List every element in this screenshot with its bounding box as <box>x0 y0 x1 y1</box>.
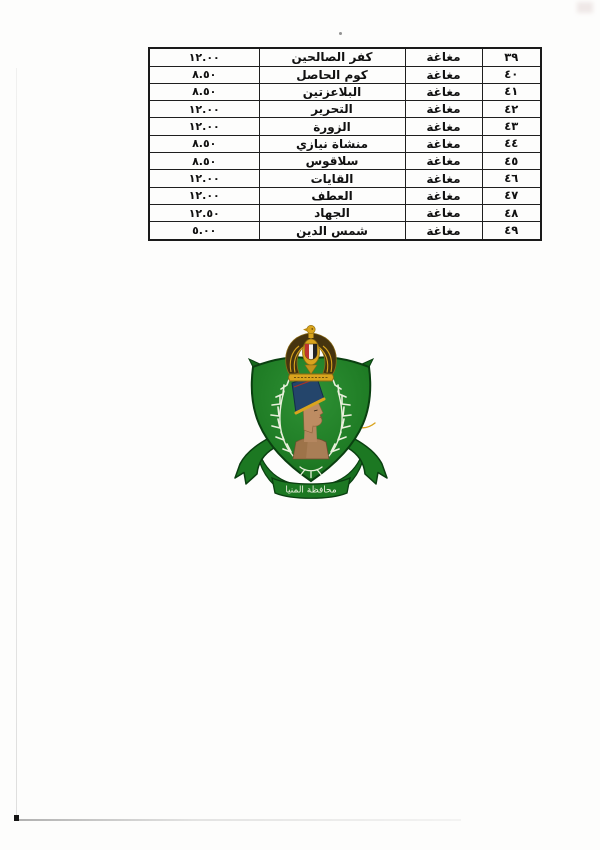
scan-smudge <box>577 2 593 13</box>
cell-no: ٤٩ <box>482 222 541 240</box>
cell-no: ٤٥ <box>482 153 541 170</box>
cell-place: الزورة <box>259 118 405 135</box>
cell-district: مغاغة <box>405 187 482 204</box>
eagle-icon <box>286 325 337 381</box>
cell-district: مغاغة <box>405 170 482 187</box>
cell-no: ٤٠ <box>482 66 541 83</box>
table-row <box>149 222 541 240</box>
cell-place: العطف <box>259 187 405 204</box>
cell-district: مغاغة <box>405 205 482 222</box>
minya-governorate-emblem <box>232 320 390 500</box>
table-row <box>149 187 541 204</box>
cell-place: الجهاد <box>259 205 405 222</box>
cell-no: ٤٨ <box>482 205 541 222</box>
cell-value: ٨.٥٠ <box>149 153 259 170</box>
scan-corner-mark <box>14 815 19 821</box>
cell-value: ١٢.٠٠ <box>149 118 259 135</box>
cell-district: مغاغة <box>405 66 482 83</box>
table-row <box>149 135 541 152</box>
cell-district: مغاغة <box>405 101 482 118</box>
egypt-flag-shield <box>305 344 317 360</box>
cell-value: ٨.٥٠ <box>149 135 259 152</box>
cell-place: القايات <box>259 170 405 187</box>
cell-place: البلاعزتين <box>259 83 405 100</box>
cell-no: ٤٧ <box>482 187 541 204</box>
cell-value: ١٢.٠٠ <box>149 170 259 187</box>
scan-page-edge-bottom <box>16 819 461 821</box>
cell-value: ١٢.٠٠ <box>149 101 259 118</box>
cell-no: ٣٩ <box>482 48 541 66</box>
table-row <box>149 48 541 66</box>
scan-page-edge-left <box>16 68 17 818</box>
cell-value: ١٢.٠٠ <box>149 187 259 204</box>
cell-no: ٤٣ <box>482 118 541 135</box>
table-row <box>149 170 541 187</box>
cell-place: شمس الدين <box>259 222 405 240</box>
cell-district: مغاغة <box>405 48 482 66</box>
table-body <box>149 48 541 240</box>
table-row <box>149 101 541 118</box>
cell-value: ١٢.٥٠ <box>149 205 259 222</box>
cell-district: مغاغة <box>405 135 482 152</box>
table-row <box>149 153 541 170</box>
table-row <box>149 66 541 83</box>
cell-value: ١٢.٠٠ <box>149 48 259 66</box>
cell-place: منشاة نيازي <box>259 135 405 152</box>
cell-district: مغاغة <box>405 83 482 100</box>
cell-no: ٤١ <box>482 83 541 100</box>
banner-text: محافظة المنيا <box>285 485 337 496</box>
cell-district: مغاغة <box>405 222 482 240</box>
cell-no: ٤٤ <box>482 135 541 152</box>
scan-speck <box>339 32 342 35</box>
villages-table <box>148 47 542 241</box>
cell-place: سلاقوس <box>259 153 405 170</box>
cell-value: ٨.٥٠ <box>149 66 259 83</box>
cell-no: ٤٢ <box>482 101 541 118</box>
cell-place: التحرير <box>259 101 405 118</box>
cell-district: مغاغة <box>405 118 482 135</box>
cell-no: ٤٦ <box>482 170 541 187</box>
cell-value: ٨.٥٠ <box>149 83 259 100</box>
table-row <box>149 118 541 135</box>
cell-district: مغاغة <box>405 153 482 170</box>
table-row <box>149 83 541 100</box>
cell-value: ٥.٠٠ <box>149 222 259 240</box>
cell-place: كفر الصالحين <box>259 48 405 66</box>
cell-place: كوم الحاصل <box>259 66 405 83</box>
table-row <box>149 205 541 222</box>
